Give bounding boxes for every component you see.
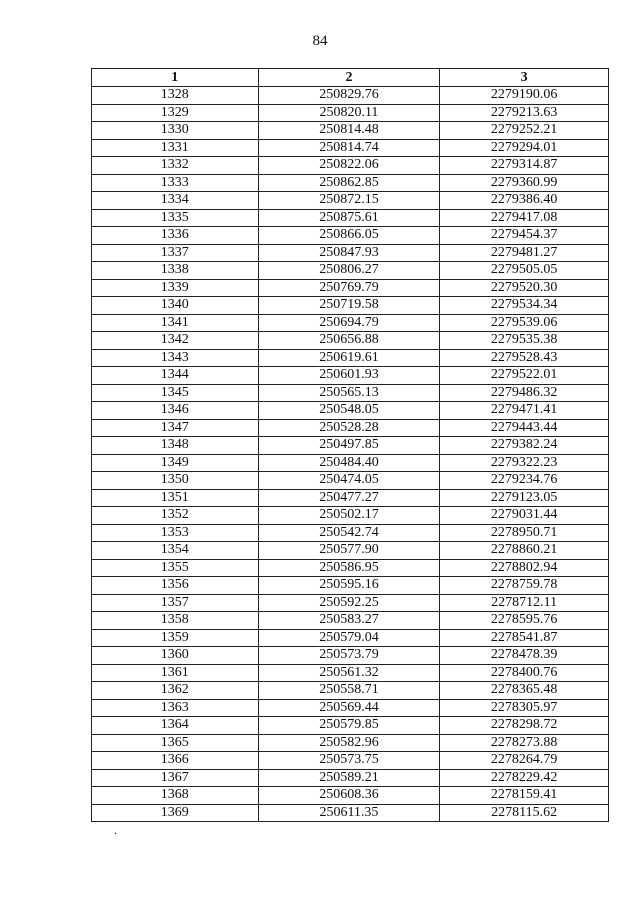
table-row: [92, 682, 609, 700]
y-coordinate-cell: 2279234.76: [440, 472, 609, 490]
y-coordinate-cell: 2279123.05: [440, 489, 609, 507]
table-body: [92, 87, 609, 822]
point-number-cell: 1360: [92, 647, 259, 665]
point-number-cell: 1334: [92, 192, 259, 210]
y-coordinate-cell: 2278759.78: [440, 577, 609, 595]
y-coordinate-cell: 2279382.24: [440, 437, 609, 455]
x-coordinate-cell: 250502.17: [258, 507, 440, 525]
y-coordinate-cell: 2278712.11: [440, 594, 609, 612]
x-coordinate-cell: 250497.85: [258, 437, 440, 455]
y-coordinate-cell: 2278229.42: [440, 769, 609, 787]
point-number-cell: 1362: [92, 682, 259, 700]
point-number-cell: 1354: [92, 542, 259, 560]
table-row: [92, 612, 609, 630]
x-coordinate-cell: 250474.05: [258, 472, 440, 490]
y-coordinate-cell: 2278541.87: [440, 629, 609, 647]
point-number-cell: 1351: [92, 489, 259, 507]
table-row: [92, 139, 609, 157]
y-coordinate-cell: 2278802.94: [440, 559, 609, 577]
x-coordinate-cell: 250569.44: [258, 699, 440, 717]
point-number-cell: 1333: [92, 174, 259, 192]
y-coordinate-cell: 2278298.72: [440, 717, 609, 735]
page-number: 84: [312, 33, 328, 49]
table-row: [92, 174, 609, 192]
x-coordinate-cell: 250820.11: [258, 104, 440, 122]
point-number-cell: 1347: [92, 419, 259, 437]
table-row: [92, 122, 609, 140]
table-row: [92, 454, 609, 472]
x-coordinate-cell: 250829.76: [258, 87, 440, 105]
point-number-cell: 1359: [92, 629, 259, 647]
x-coordinate-cell: 250542.74: [258, 524, 440, 542]
x-coordinate-cell: 250608.36: [258, 787, 440, 805]
y-coordinate-cell: 2278860.21: [440, 542, 609, 560]
y-coordinate-cell: 2279031.44: [440, 507, 609, 525]
y-coordinate-cell: 2278478.39: [440, 647, 609, 665]
point-number-cell: 1349: [92, 454, 259, 472]
point-number-cell: 1339: [92, 279, 259, 297]
y-coordinate-cell: 2279535.38: [440, 332, 609, 350]
point-number-cell: 1336: [92, 227, 259, 245]
table-row: [92, 717, 609, 735]
x-coordinate-cell: 250573.79: [258, 647, 440, 665]
coordinates-table: [91, 68, 609, 822]
y-coordinate-cell: 2279252.21: [440, 122, 609, 140]
y-coordinate-cell: 2279534.34: [440, 297, 609, 315]
point-number-cell: 1364: [92, 717, 259, 735]
table-row: [92, 104, 609, 122]
x-coordinate-cell: 250822.06: [258, 157, 440, 175]
x-coordinate-cell: 250611.35: [258, 804, 440, 822]
point-number-cell: 1328: [92, 87, 259, 105]
y-coordinate-cell: 2278595.76: [440, 612, 609, 630]
x-coordinate-cell: 250862.85: [258, 174, 440, 192]
point-number-cell: 1348: [92, 437, 259, 455]
table-row: [92, 664, 609, 682]
table-row: [92, 314, 609, 332]
x-coordinate-cell: 250601.93: [258, 367, 440, 385]
point-number-cell: 1346: [92, 402, 259, 420]
table-row: [92, 542, 609, 560]
table-row: [92, 769, 609, 787]
table-row: [92, 419, 609, 437]
y-coordinate-cell: 2279294.01: [440, 139, 609, 157]
table-row: [92, 787, 609, 805]
table-row: [92, 87, 609, 105]
point-number-cell: 1355: [92, 559, 259, 577]
y-coordinate-cell: 2278159.41: [440, 787, 609, 805]
point-number-cell: 1345: [92, 384, 259, 402]
table-header-row: [92, 69, 609, 87]
table-row: [92, 367, 609, 385]
margin-dot: .: [114, 823, 117, 837]
y-coordinate-cell: 2278264.79: [440, 752, 609, 770]
x-coordinate-cell: 250477.27: [258, 489, 440, 507]
point-number-cell: 1350: [92, 472, 259, 490]
table-row: [92, 804, 609, 822]
table-row: [92, 279, 609, 297]
point-number-cell: 1329: [92, 104, 259, 122]
x-coordinate-cell: 250694.79: [258, 314, 440, 332]
x-coordinate-cell: 250579.04: [258, 629, 440, 647]
x-coordinate-cell: 250866.05: [258, 227, 440, 245]
point-number-cell: 1368: [92, 787, 259, 805]
table-row: [92, 647, 609, 665]
point-number-cell: 1335: [92, 209, 259, 227]
table-row: [92, 559, 609, 577]
x-coordinate-cell: 250577.90: [258, 542, 440, 560]
point-number-cell: 1357: [92, 594, 259, 612]
table-row: [92, 227, 609, 245]
table-row: [92, 507, 609, 525]
y-coordinate-cell: 2278115.62: [440, 804, 609, 822]
y-coordinate-cell: 2278950.71: [440, 524, 609, 542]
table-row: [92, 524, 609, 542]
y-coordinate-cell: 2279417.08: [440, 209, 609, 227]
table-row: [92, 752, 609, 770]
table-row: [92, 384, 609, 402]
x-coordinate-cell: 250484.40: [258, 454, 440, 472]
y-coordinate-cell: 2279386.40: [440, 192, 609, 210]
point-number-cell: 1358: [92, 612, 259, 630]
table-row: [92, 629, 609, 647]
x-coordinate-cell: 250586.95: [258, 559, 440, 577]
y-coordinate-cell: 2279471.41: [440, 402, 609, 420]
point-number-cell: 1369: [92, 804, 259, 822]
y-coordinate-cell: 2279522.01: [440, 367, 609, 385]
point-number-cell: 1337: [92, 244, 259, 262]
column-header-1: 1: [92, 69, 259, 87]
x-coordinate-cell: 250595.16: [258, 577, 440, 595]
x-coordinate-cell: 250769.79: [258, 279, 440, 297]
x-coordinate-cell: 250872.15: [258, 192, 440, 210]
table-row: [92, 577, 609, 595]
table-row: [92, 332, 609, 350]
y-coordinate-cell: 2279322.23: [440, 454, 609, 472]
y-coordinate-cell: 2279213.63: [440, 104, 609, 122]
y-coordinate-cell: 2279486.32: [440, 384, 609, 402]
table-row: [92, 734, 609, 752]
x-coordinate-cell: 250875.61: [258, 209, 440, 227]
x-coordinate-cell: 250847.93: [258, 244, 440, 262]
table-row: [92, 489, 609, 507]
x-coordinate-cell: 250565.13: [258, 384, 440, 402]
point-number-cell: 1363: [92, 699, 259, 717]
x-coordinate-cell: 250719.58: [258, 297, 440, 315]
x-coordinate-cell: 250548.05: [258, 402, 440, 420]
point-number-cell: 1365: [92, 734, 259, 752]
table-row: [92, 472, 609, 490]
y-coordinate-cell: 2279454.37: [440, 227, 609, 245]
table-row: [92, 594, 609, 612]
y-coordinate-cell: 2279190.06: [440, 87, 609, 105]
point-number-cell: 1352: [92, 507, 259, 525]
y-coordinate-cell: 2279528.43: [440, 349, 609, 367]
point-number-cell: 1344: [92, 367, 259, 385]
y-coordinate-cell: 2279539.06: [440, 314, 609, 332]
x-coordinate-cell: 250582.96: [258, 734, 440, 752]
y-coordinate-cell: 2278400.76: [440, 664, 609, 682]
x-coordinate-cell: 250589.21: [258, 769, 440, 787]
point-number-cell: 1367: [92, 769, 259, 787]
x-coordinate-cell: 250583.27: [258, 612, 440, 630]
x-coordinate-cell: 250814.48: [258, 122, 440, 140]
table-row: [92, 699, 609, 717]
table-row: [92, 402, 609, 420]
x-coordinate-cell: 250573.75: [258, 752, 440, 770]
point-number-cell: 1366: [92, 752, 259, 770]
table-row: [92, 349, 609, 367]
point-number-cell: 1343: [92, 349, 259, 367]
column-header-3: 3: [440, 69, 609, 87]
x-coordinate-cell: 250579.85: [258, 717, 440, 735]
point-number-cell: 1353: [92, 524, 259, 542]
point-number-cell: 1331: [92, 139, 259, 157]
point-number-cell: 1332: [92, 157, 259, 175]
table-row: [92, 297, 609, 315]
y-coordinate-cell: 2279443.44: [440, 419, 609, 437]
point-number-cell: 1338: [92, 262, 259, 280]
point-number-cell: 1361: [92, 664, 259, 682]
x-coordinate-cell: 250814.74: [258, 139, 440, 157]
x-coordinate-cell: 250528.28: [258, 419, 440, 437]
table-row: [92, 192, 609, 210]
table-row: [92, 157, 609, 175]
x-coordinate-cell: 250561.32: [258, 664, 440, 682]
table-row: [92, 244, 609, 262]
y-coordinate-cell: 2279505.05: [440, 262, 609, 280]
y-coordinate-cell: 2278365.48: [440, 682, 609, 700]
point-number-cell: 1330: [92, 122, 259, 140]
point-number-cell: 1340: [92, 297, 259, 315]
point-number-cell: 1341: [92, 314, 259, 332]
y-coordinate-cell: 2278273.88: [440, 734, 609, 752]
point-number-cell: 1342: [92, 332, 259, 350]
table-row: [92, 209, 609, 227]
column-header-2: 2: [258, 69, 440, 87]
x-coordinate-cell: 250592.25: [258, 594, 440, 612]
y-coordinate-cell: 2279360.99: [440, 174, 609, 192]
y-coordinate-cell: 2279520.30: [440, 279, 609, 297]
x-coordinate-cell: 250806.27: [258, 262, 440, 280]
y-coordinate-cell: 2279314.87: [440, 157, 609, 175]
y-coordinate-cell: 2279481.27: [440, 244, 609, 262]
x-coordinate-cell: 250656.88: [258, 332, 440, 350]
x-coordinate-cell: 250558.71: [258, 682, 440, 700]
point-number-cell: 1356: [92, 577, 259, 595]
table-row: [92, 437, 609, 455]
x-coordinate-cell: 250619.61: [258, 349, 440, 367]
y-coordinate-cell: 2278305.97: [440, 699, 609, 717]
table-row: [92, 262, 609, 280]
